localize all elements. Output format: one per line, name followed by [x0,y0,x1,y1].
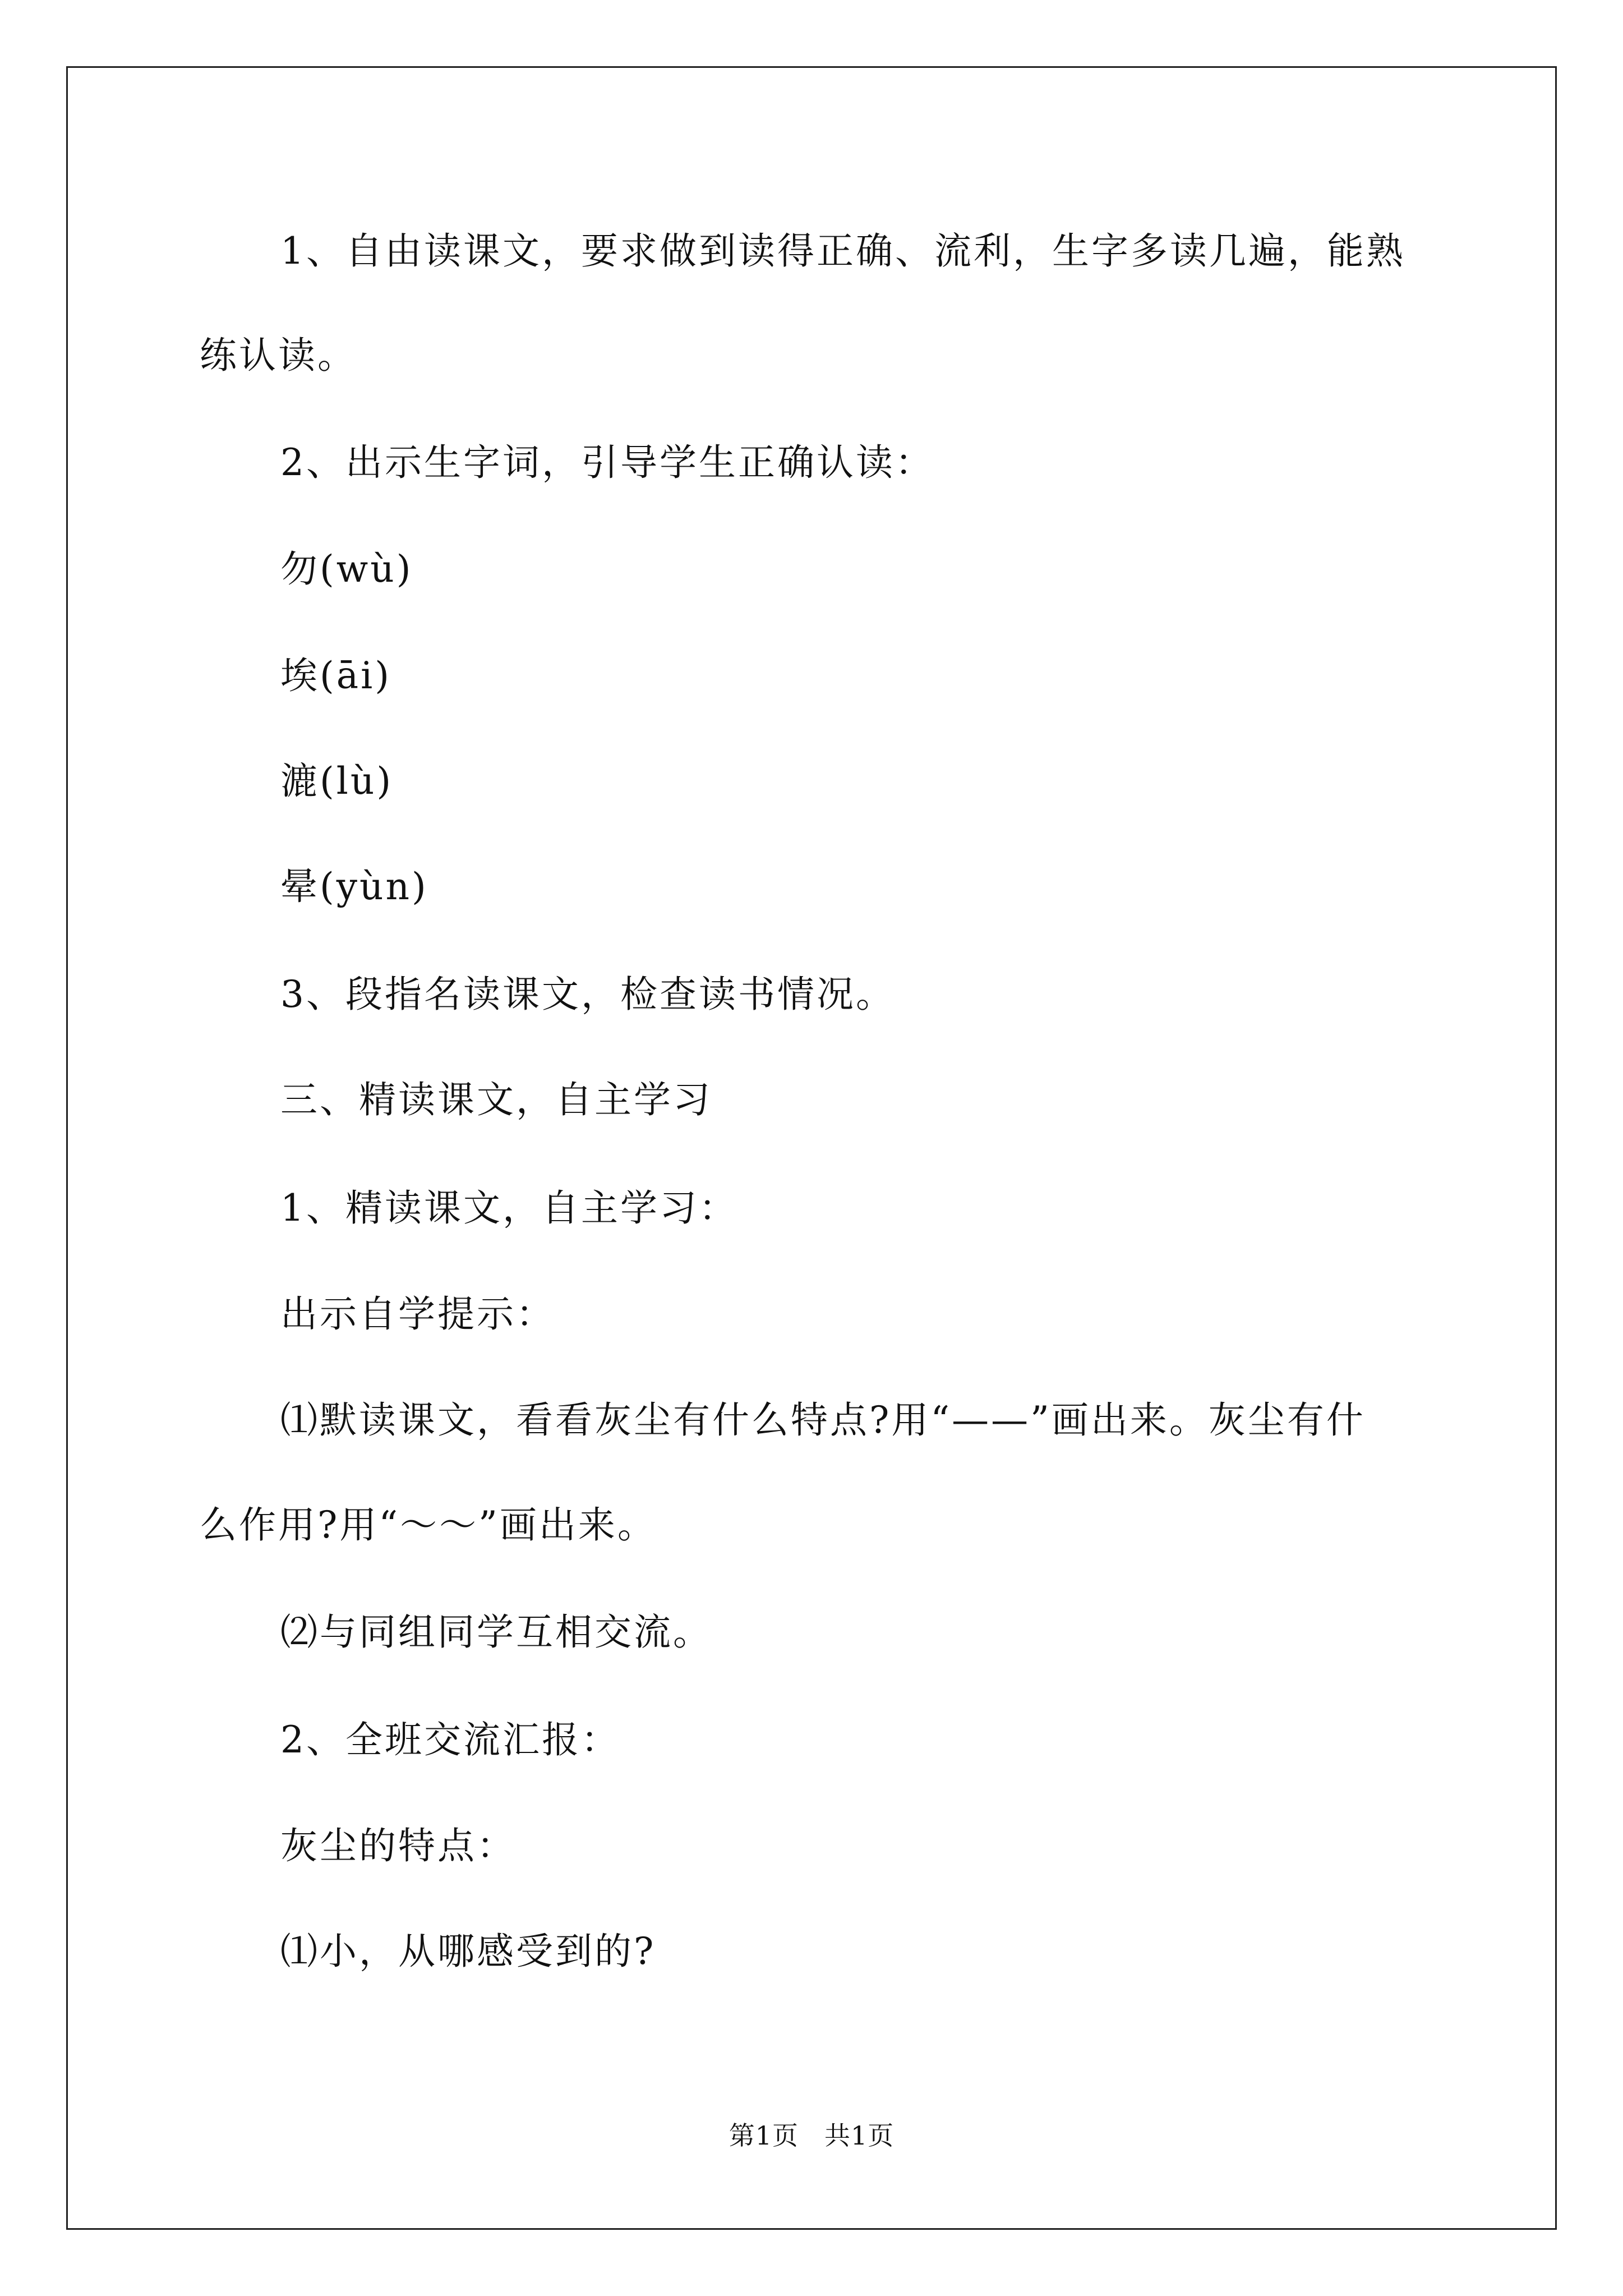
paragraph-1-line-2: 练认读。 [200,334,357,377]
paragraph-5: 2、全班交流汇报： [280,1718,620,1761]
dust-feature-1: ⑴小，从哪感受到的? [280,1930,656,1973]
page-number: 第1页 [728,2120,799,2151]
paragraph-4: 1、精读课文，自主学习： [280,1186,738,1230]
prompt-2: ⑵与同组同学互相交流。 [280,1611,712,1654]
pinyin-item-2: 埃(āi) [280,654,391,697]
paragraph-3: 3、段指名读课文，检查读书情况。 [280,973,895,1016]
total-pages: 共1页 [824,2120,895,2151]
prompt-1-line-2: 么作用?用“～～”画出来。 [200,1503,657,1547]
page-footer [0,2119,1623,2152]
paragraph-1-line-1: 1、自由读课文，要求做到读得正确、流利，生字多读几遍，能熟 [280,229,1405,273]
pinyin-item-1: 勿(wù) [280,547,413,591]
pinyin-item-3: 漉(lù) [280,760,394,803]
section-heading-3: 三、精读课文，自主学习 [280,1078,712,1121]
prompt-heading: 出示自学提示： [280,1292,555,1336]
pinyin-item-4: 晕(yùn) [280,865,428,908]
prompt-1-line-1: ⑴默读课文，看看灰尘有什么特点?用“——”画出来。灰尘有什 [280,1398,1366,1442]
dust-features-heading: 灰尘的特点： [280,1824,516,1867]
paragraph-2: 2、出示生字词，引导学生正确认读： [280,441,934,484]
